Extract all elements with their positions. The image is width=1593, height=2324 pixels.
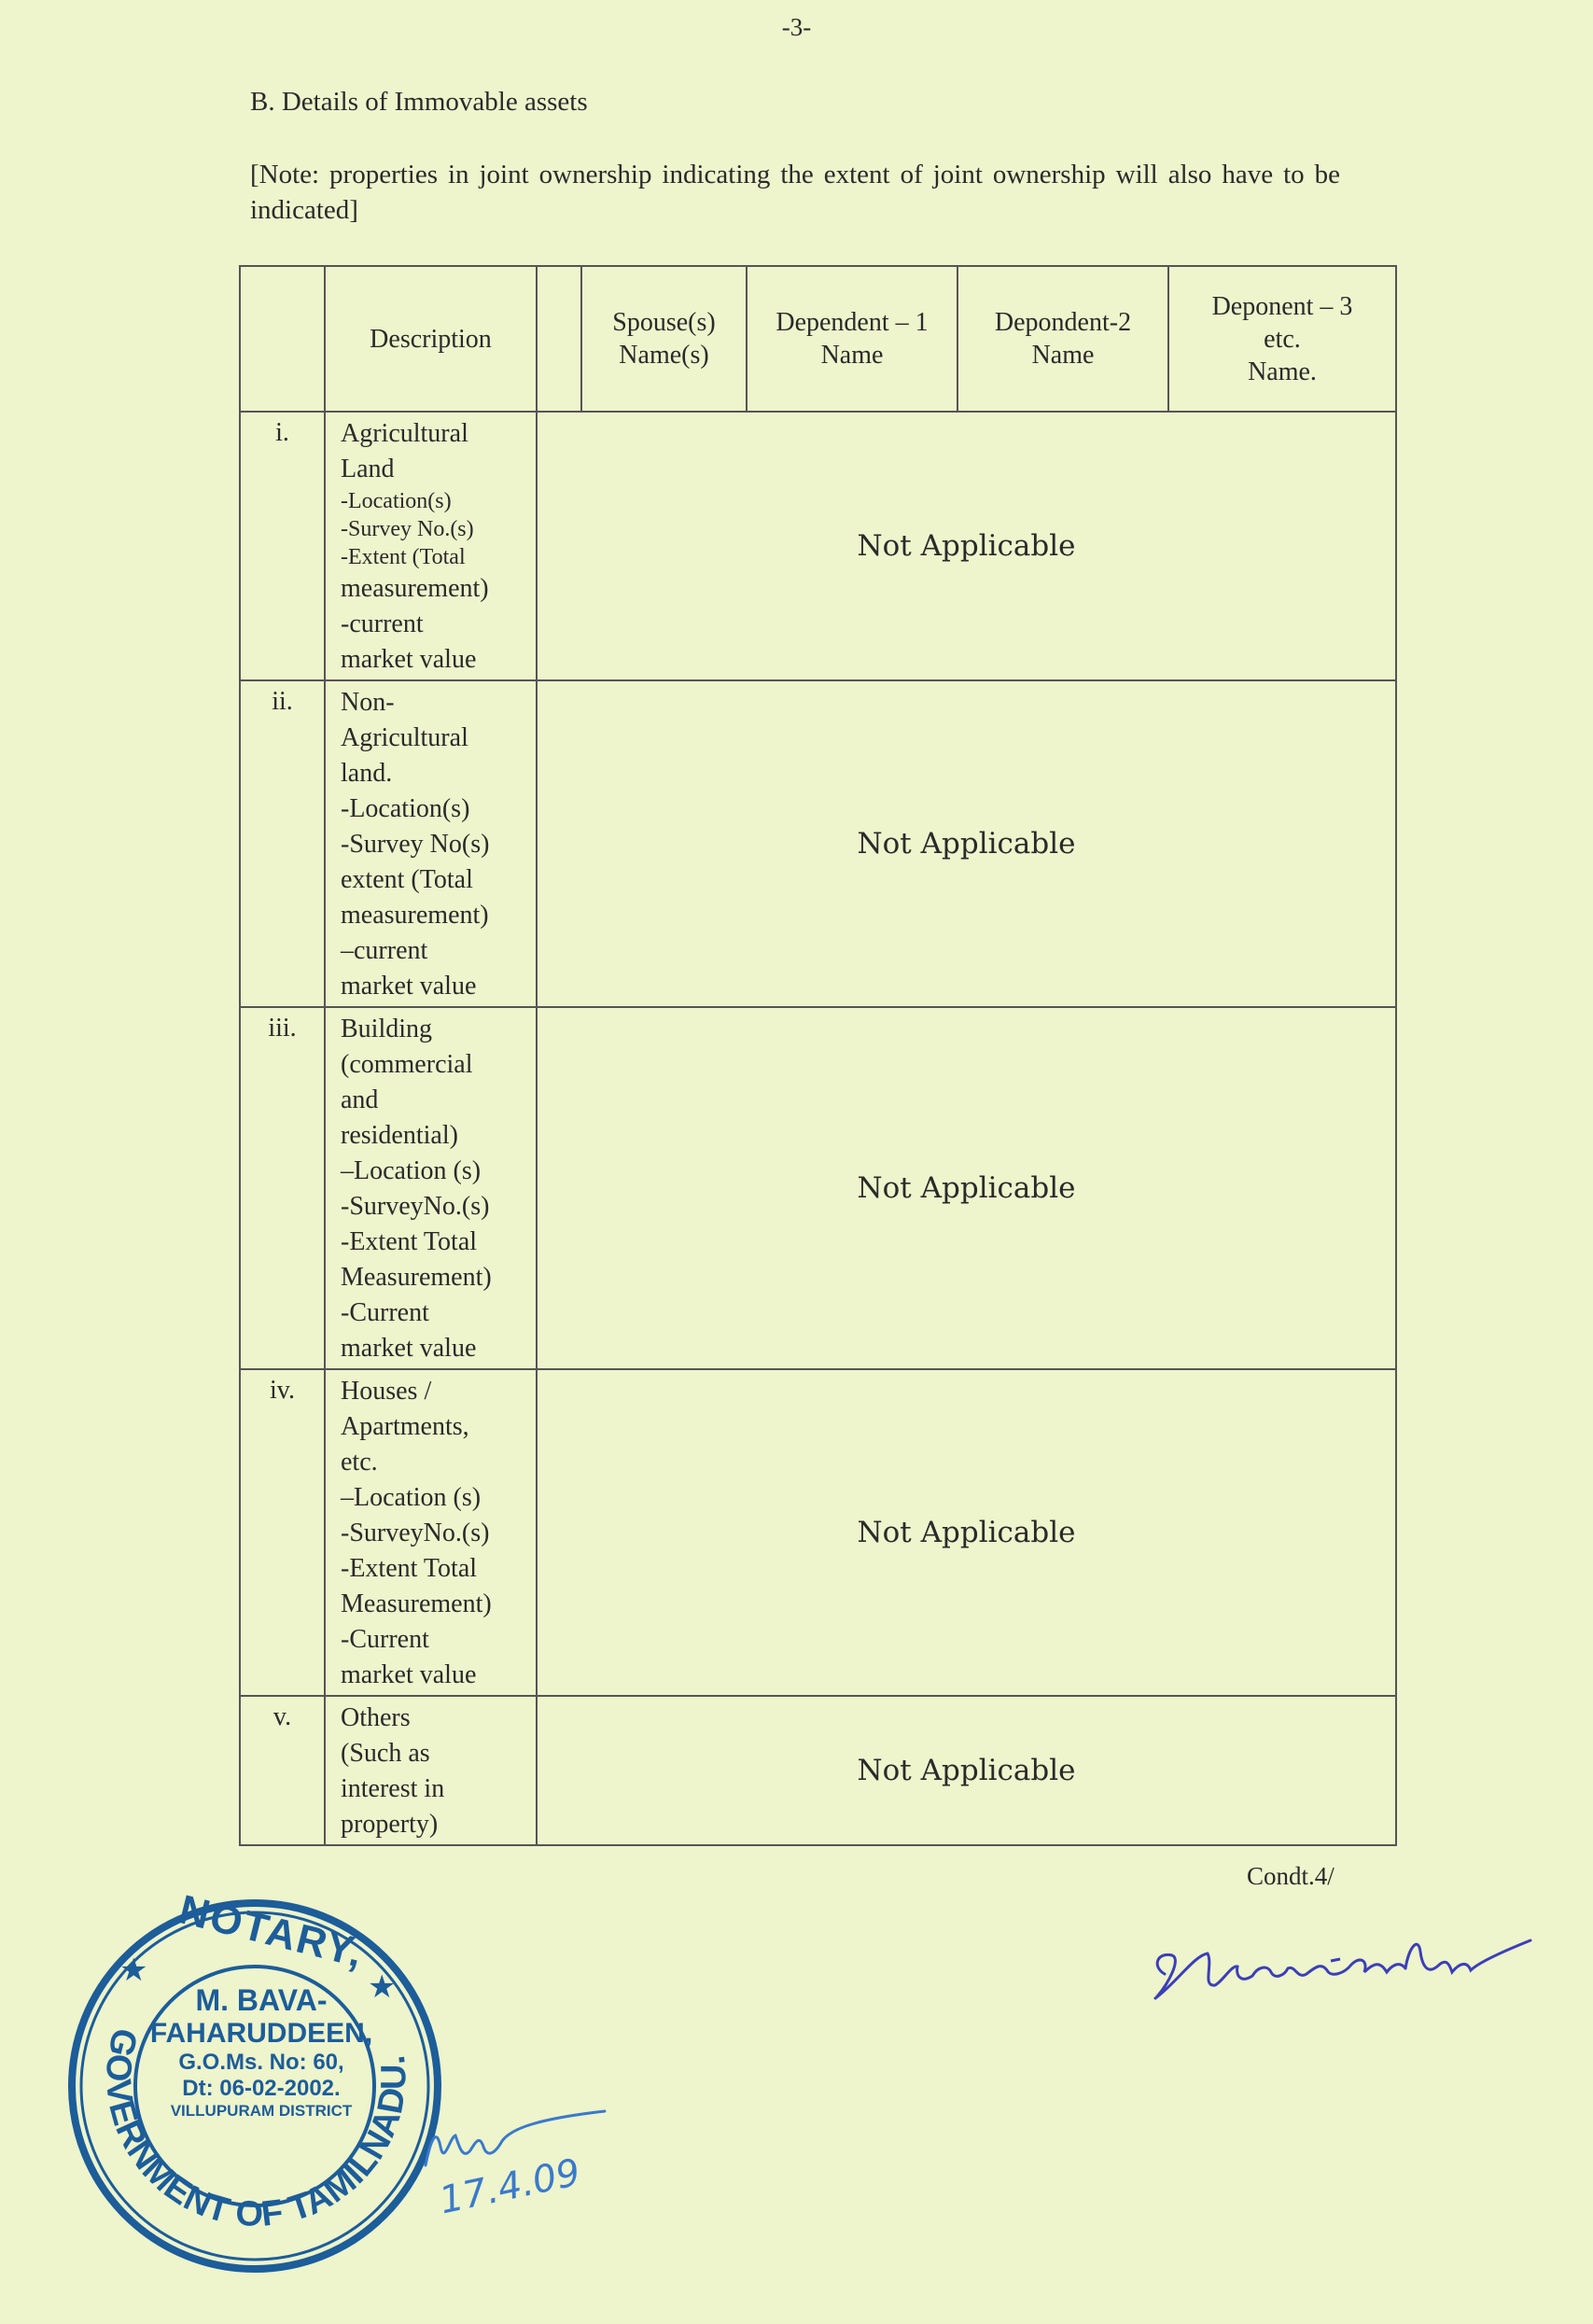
row-number: ii. [240, 680, 325, 1007]
handwritten-date: 17.4.09 [435, 2150, 584, 2223]
section-title: B. Details of Immovable assets [250, 87, 588, 117]
table-row [240, 1696, 1396, 1845]
svg-text:GOVERNMENT OF TAMILNADU.: GOVERNMENT OF TAMILNADU. [97, 2023, 414, 2235]
row-description: Others (Such as interest in property) [325, 1696, 537, 1845]
svg-text:★: ★ [368, 1970, 397, 2005]
row-description: Agricultural Land -Location(s) -Survey No.(s) -Extent (Total measurement) -current market value [325, 412, 537, 680]
note-text: [Note: properties in joint ownership indicating the extent of joint ownership will also have to be indicated] [250, 160, 1340, 225]
row-number: iii. [240, 1007, 325, 1369]
page-number: -3- [781, 13, 812, 41]
table-row [240, 1369, 1396, 1696]
stamp-district: VILLUPURAM DISTRICT [170, 2102, 353, 2120]
header-dependent-2: Depondent-2 Name [957, 266, 1168, 412]
header-description: Description [325, 266, 537, 412]
row-value: Not Applicable [537, 1696, 1396, 1845]
row-description: Non- Agricultural land. -Location(s) -Survey No(s) extent (Total measurement) –current market value [325, 680, 537, 1007]
header-dependent-1: Dependent – 1 Name [747, 266, 957, 412]
row-number: i. [240, 412, 325, 680]
table-row [240, 680, 1396, 1007]
header-deponent-3: Deponent – 3 etc. Name. [1168, 266, 1396, 412]
row-value: Not Applicable [537, 1007, 1396, 1369]
svg-text:★: ★ [119, 1953, 148, 1988]
continued-note: Condt.4/ [1247, 1862, 1334, 1890]
stamp-go-line: G.O.Ms. No: 60, [178, 2050, 344, 2075]
row-value: Not Applicable [537, 412, 1396, 680]
row-description: Building (commercial and residential) –Location (s) -SurveyNo.(s) -Extent Total Measurement) -Current market value [325, 1007, 537, 1369]
stamp-text-block [131, 1983, 392, 2121]
table-row [240, 412, 1396, 680]
stamp-name-line1: M. BAVA- [195, 1983, 328, 2017]
row-value: Not Applicable [537, 680, 1396, 1007]
stamp-date-line: Dt: 06-02-2002. [182, 2076, 341, 2101]
row-number: iv. [240, 1369, 325, 1696]
row-value: Not Applicable [537, 1369, 1396, 1696]
signature-image [1148, 1918, 1540, 2021]
row-number: v. [240, 1696, 325, 1845]
header-blank-num [240, 266, 325, 412]
header-blank-narrow [537, 266, 581, 412]
stamp-title: NOTARY, [175, 1886, 370, 1977]
table-row [240, 1007, 1396, 1369]
table-header-row [240, 266, 1396, 412]
header-spouse: Spouse(s) Name(s) [581, 266, 747, 412]
stamp-name-line2: FAHARUDDEEN, [149, 2018, 373, 2049]
immovable-assets-table [239, 265, 1397, 1846]
row-description: Houses / Apartments, etc. –Location (s) -SurveyNo.(s) -Extent Total Measurement) -Current market value [325, 1369, 537, 1696]
